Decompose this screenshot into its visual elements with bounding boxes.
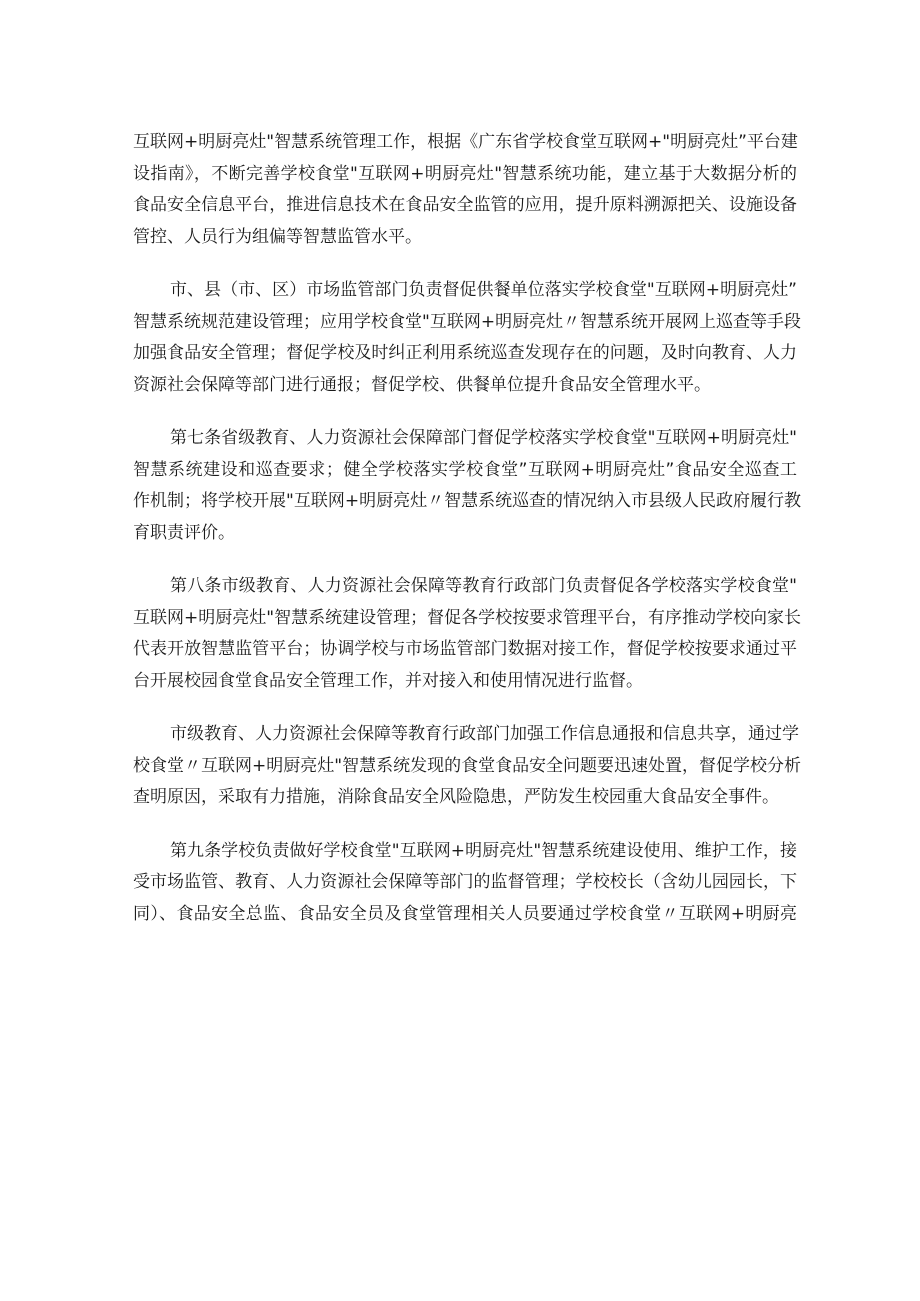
text-line: 代表开放智慧监管平台；协调学校与市场监管部门数据对接工作，督促学校按要求通过平 xyxy=(133,639,797,659)
text-line: 管控、人员行为组偏等智慧监管水平。 xyxy=(133,226,422,247)
text-line: 育职责评价。 xyxy=(133,522,235,543)
paragraph-6 xyxy=(133,836,797,931)
text-line: 同）、食品安全总监、食品安全员及食堂管理相关人员要通过学校食堂〃互联网+明厨亮 xyxy=(133,903,797,924)
paragraph-5 xyxy=(133,719,802,814)
text-line: 第七条省级教育、人力资源社会保障部门督促学校落实学校食堂"互联网+明厨亮灶" xyxy=(170,428,797,448)
text-line: 台开展校园食堂食品安全管理工作，并对接入和使用情况进行监督。 xyxy=(133,670,643,691)
document-body xyxy=(133,127,802,952)
text-line: 查明原因，采取有力措施，消除食品安全风险隐患，严防发生校园重大食品安全事件。 xyxy=(133,787,779,807)
text-line: 智慧系统建设和巡查要求；健全学校落实学校食堂”互联网+明厨亮灶”食品安全巡查工 xyxy=(133,459,797,480)
paragraph-1 xyxy=(133,127,797,253)
text-line: 第九条学校负责做好学校食堂"互联网+明厨亮灶"智慧系统建设使用、维护工作，接 xyxy=(170,840,797,861)
text-line: 资源社会保障等部门进行通报；督促学校、供餐单位提升食品安全管理水平。 xyxy=(133,374,711,395)
text-line: 作机制；将学校开展"互联网+明厨亮灶〃智慧系统巡查的情况纳入市县级人民政府履行教 xyxy=(133,491,802,511)
text-line: 加强食品安全管理；督促学校及时纠正利用系统巡查发现存在的问题，及时向教育、人力 xyxy=(133,343,797,363)
text-line: 市、县（市、区）市场监管部门负责督促供餐单位落实学校食堂"互联网+明厨亮灶” xyxy=(170,280,797,300)
text-line: 市级教育、人力资源社会保障等教育行政部门加强工作信息通报和信息共享，通过学 xyxy=(170,724,799,744)
text-line: 互联网+明厨亮灶"智慧系统管理工作，根据《广东省学校食堂互联网+"明厨亮灶”平台建 xyxy=(133,132,798,152)
paragraph-4 xyxy=(133,571,802,697)
paragraph-2 xyxy=(133,275,802,401)
text-line: 互联网+明厨亮灶"智慧系统建设管理；督促各学校按要求管理平台，有序推动学校向家长 xyxy=(133,607,802,628)
text-line: 食品安全信息平台，推进信息技术在食品安全监管的应用，提升原料溯源把关、设施设备 xyxy=(133,195,797,215)
text-line: 校食堂〃互联网+明厨亮灶"智慧系统发现的食堂食品安全问题要迅速处置，督促学校分析 xyxy=(133,755,802,776)
paragraph-3 xyxy=(133,423,802,549)
text-line: 设指南》，不断完善学校食堂"互联网+明厨亮灶"智慧系统功能，建立基于大数据分析的 xyxy=(133,163,797,184)
text-line: 受市场监管、教育、人力资源社会保障等部门的监督管理；学校校长（含幼儿园园长，下 xyxy=(133,872,797,892)
text-line: 智慧系统规范建设管理；应用学校食堂"互联网+明厨亮灶〃智慧系统开展网上巡查等手段 xyxy=(133,311,802,332)
text-line: 第八条市级教育、人力资源社会保障等教育行政部门负责督促各学校落实学校食堂" xyxy=(170,576,797,596)
